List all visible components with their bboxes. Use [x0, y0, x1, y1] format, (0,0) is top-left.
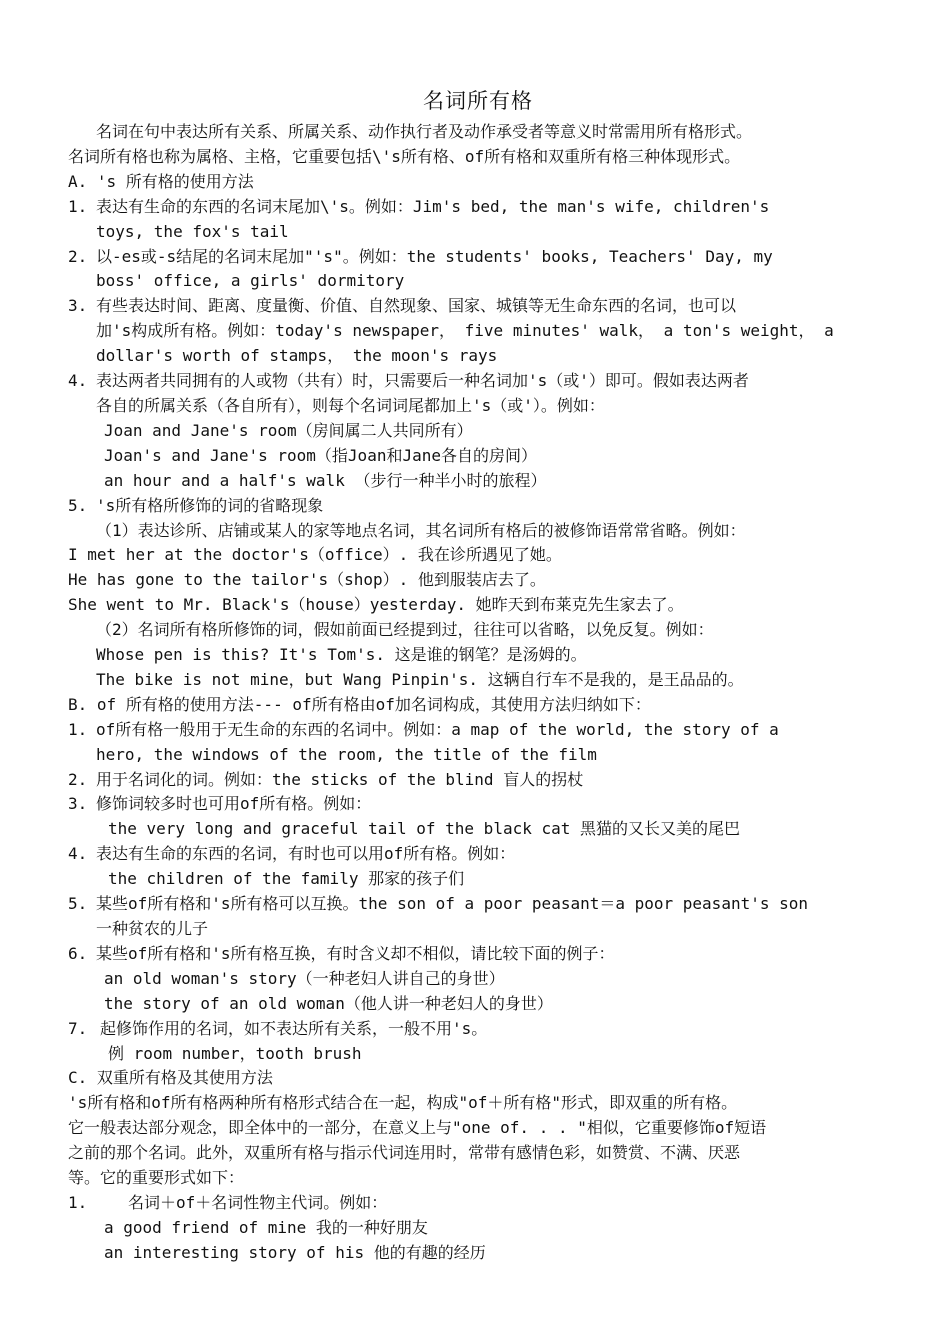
list-item: [68, 1017, 888, 1042]
item-text-line: 起修饰作用的名词，如不表达所有关系，一般不用's。: [100, 1018, 488, 1038]
example-line: Joan's and Jane's room（指Joan和Jane各自的房间）: [104, 445, 537, 465]
example-line: He has gone to the tailor's（shop）. 他到服装店去了。: [68, 570, 546, 590]
paragraph-line: 's所有格和of所有格两种所有格形式结合在一起，构成"of＋所有格"形式，即双重的所有格。: [68, 1093, 738, 1113]
item-text-line: 某些of所有格和's所有格可以互换。the son of a poor peasant＝a poor peasant's son: [96, 894, 809, 914]
example-line: Whose pen is this? It's Tom's. 这是谁的钢笔？是汤姆的。: [96, 645, 587, 665]
list-item: [68, 369, 888, 419]
item-text-line: 修饰词较多时也可用of所有格。例如：: [96, 794, 372, 814]
document-page: [68, 82, 888, 1266]
list-item: [68, 768, 888, 793]
list-item: [68, 494, 888, 519]
item-text-line: 用于名词化的词。例如：the sticks of the blind 盲人的拐杖: [96, 769, 584, 789]
item-number: 3.: [68, 296, 88, 316]
item-number: 4.: [68, 844, 88, 864]
item-text-line: 名词＋of＋名词性物主代词。例如：: [128, 1192, 388, 1212]
item-number: 6.: [68, 943, 88, 963]
item-number: 1.: [68, 1192, 88, 1212]
example-line: Joan and Jane's room（房间属二人共同所有）: [104, 420, 473, 440]
sub-point-2: （2）名词所有格所修饰的词，假如前面已经提到过，往往可以省略，以免反复。例如：: [96, 620, 714, 640]
item-number: 4.: [68, 371, 88, 391]
example-line: She went to Mr. Black's（house）yesterday. 她昨天到布莱克先生家去了。: [68, 595, 684, 615]
list-item: [68, 892, 888, 942]
item-text-line: 有些表达时间、距离、度量衡、价值、自然现象、国家、城镇等无生命东西的名词，也可以: [96, 296, 737, 316]
item-text-line: toys, the fox's tail: [96, 221, 289, 241]
section-c-heading: C. 双重所有格及其使用方法: [68, 1068, 273, 1088]
item-text-line: 一种贫农的儿子: [96, 919, 209, 938]
paragraph-line: 等。它的重要形式如下：: [68, 1168, 245, 1188]
list-item: [68, 792, 888, 817]
intro-line-2: 名词所有格也称为属格、主格，它重要包括\'s所有格、of所有格和双重所有格三种体现形式。: [68, 146, 741, 166]
item-number: 1.: [68, 196, 88, 216]
item-number: 5.: [68, 894, 88, 914]
item-text-line: 某些of所有格和's所有格互换，有时含义却不相似，请比较下面的例子：: [96, 943, 615, 963]
item-number: 5.: [68, 495, 88, 515]
section-a-heading: A. 's 所有格的使用方法: [68, 171, 254, 191]
item-text-line: 表达两者共同拥有的人或物（共有）时，只需要后一种名词加's（或'）即可。假如表达两者: [96, 371, 749, 391]
example-line: I met her at the doctor's（office）. 我在诊所遇见了她。: [68, 545, 562, 565]
item-text-line: boss' office, a girls' dormitory: [96, 271, 405, 291]
example-line: an hour and a half's walk （步行一种半小时的旅程）: [104, 470, 547, 490]
item-number: 7.: [68, 1018, 88, 1038]
list-item: [68, 718, 888, 768]
example-line: the children of the family 那家的孩子们: [108, 869, 465, 889]
list-item: [68, 842, 888, 867]
page-title: 名词所有格: [423, 89, 533, 113]
list-item: [68, 1191, 888, 1216]
sub-point-1: （1）表达诊所、店铺或某人的家等地点名词，其名词所有格后的被修饰语常常省略。例如：: [96, 520, 746, 540]
example-line: an interesting story of his 他的有趣的经历: [104, 1242, 486, 1262]
item-text-line: 表达有生命的东西的名词末尾加\'s。例如：Jim's bed, the man's wife, children's: [96, 196, 770, 216]
item-number: 3.: [68, 794, 88, 814]
example-line: the story of an old woman（他人讲一种老妇人的身世）: [104, 993, 553, 1013]
example-line: The bike is not mine，but Wang Pinpin's. 这辆自行车不是我的，是王品品的。: [96, 669, 744, 689]
paragraph-line: 它一般表达部分观念，即全体中的一部分，在意义上与"one of. . . "相似，它重要修饰of短语: [68, 1118, 767, 1138]
example-line: the very long and graceful tail of the black cat 黑猫的又长又美的尾巴: [108, 819, 741, 839]
item-number: 2.: [68, 769, 88, 789]
item-number: 1.: [68, 719, 88, 739]
list-item: [68, 942, 888, 967]
example-line: a good friend of mine 我的一种好朋友: [104, 1217, 428, 1237]
item-text-line: 加's构成所有格。例如：today's newspaper， five minutes' walk， a ton's weight， a: [96, 321, 834, 341]
item-text-line: 各自的所属关系（各自所有），则每个名词词尾都加上's（或'）。例如：: [96, 395, 605, 415]
intro-line-1: 名词在句中表达所有关系、所属关系、动作执行者及动作承受者等意义时常需用所有格形式。: [96, 122, 753, 141]
item-text-line: 表达有生命的东西的名词，有时也可以用of所有格。例如：: [96, 844, 516, 864]
section-b-heading: B. of 所有格的使用方法--- of所有格由of加名词构成，其使用方法归纳如下：: [68, 694, 651, 714]
paragraph-line: 之前的那个名词。此外，双重所有格与指示代词连用时，常带有感情色彩，如赞赏、不满、厌恶: [68, 1143, 741, 1163]
example-line: 例 room number，tooth brush: [108, 1043, 362, 1063]
item-text-line: 以-es或-s结尾的名词末尾加"'s"。例如：the students' books, Teachers' Day, my: [96, 246, 773, 266]
item-text-line: 's所有格所修饰的词的省略现象: [96, 495, 324, 515]
list-item: [68, 294, 888, 369]
item-text-line: of所有格一般用于无生命的东西的名词中。例如：a map of the world, the story of a: [96, 719, 779, 739]
example-line: an old woman's story（一种老妇人讲自己的身世）: [104, 968, 505, 988]
list-item: [68, 245, 888, 295]
item-number: 2.: [68, 246, 88, 266]
item-text-line: dollar's worth of stamps， the moon's rays: [96, 346, 498, 366]
item-text-line: hero, the windows of the room, the title of the film: [96, 744, 597, 764]
list-item: [68, 195, 888, 245]
